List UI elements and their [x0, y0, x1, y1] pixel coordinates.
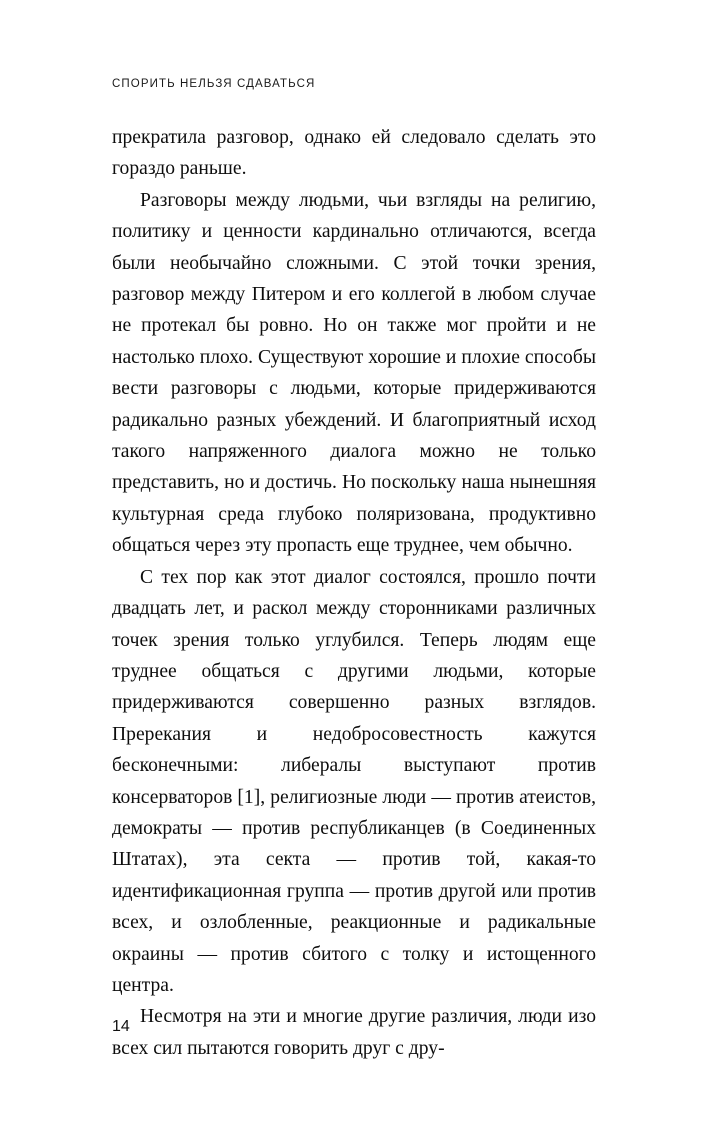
paragraph: Разговоры между людьми, чьи взгляды на религию, политику и ценности кардинально отличаются, всегда были необычайно сложными. С этой точки зрения, разговор между Питером и его коллегой в любом случае не протекал бы ровно. Но он также мог пройти и не настолько плохо. Существуют хорошие и плохие способы вести разговоры с людьми, которые придерживаются радикально разных убеждений. И благоприятный исход такого напряженного диалога можно не только представить, но и достичь. Но поскольку наша нынешняя культурная среда глубоко поляризована, продуктивно общаться через эту пропасть еще труднее, чем обычно.: [112, 189, 596, 557]
page-number: 14: [112, 1018, 130, 1035]
running-head: СПОРИТЬ НЕЛЬЗЯ СДАВАТЬСЯ: [112, 78, 316, 90]
body-text: [112, 122, 596, 1064]
paragraph: прекратила разговор, однако ей следовало сделать это гораздо раньше.: [112, 127, 596, 180]
paragraph: Несмотря на эти и многие другие различия, люди изо всех сил пытаются говорить друг с дру-: [112, 1006, 596, 1059]
paragraph: С тех пор как этот диалог состоялся, прошло почти двадцать лет, и раскол между сторонниками различных точек зрения только углубился. Теперь людям еще труднее общаться с другими людьми, которые придерживаются совершенно разных взглядов. Пререкания и недобросовестность кажутся бесконечными: либералы выступают против консерваторов [1], религиозные люди — против атеистов, демократы — против республиканцев (в Соединенных Штатах), эта секта — против той, какая-то идентификационная группа — против другой или против всех, и озлобленные, реакционные и радикальные окраины — против сбитого с толку и истощенного центра.: [112, 566, 596, 996]
